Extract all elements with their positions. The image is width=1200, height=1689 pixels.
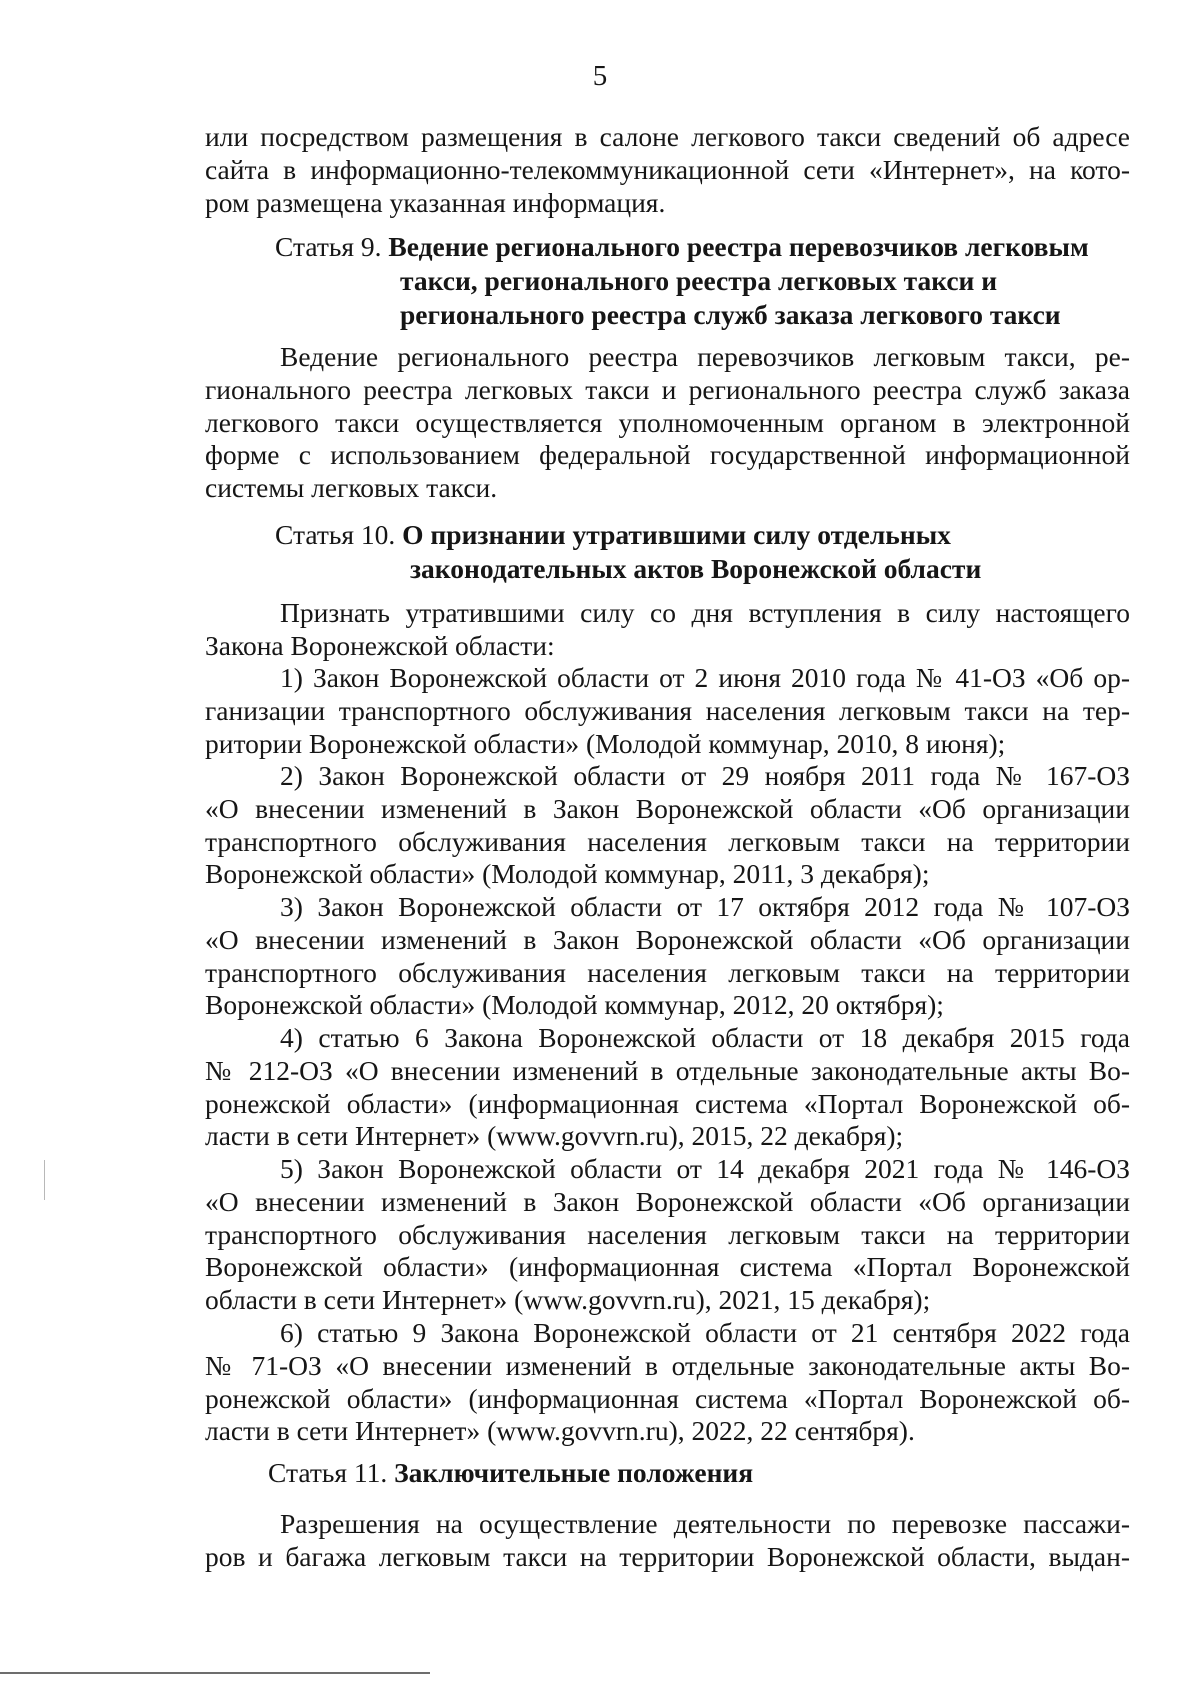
list-item-line: ласти в сети Интернет» (www.govvrn.ru), 2022, 22 сентября). bbox=[205, 1415, 915, 1447]
article9-title-line: регионального реестра служб заказа легкового такси bbox=[400, 299, 1061, 330]
intro-line: или посредством размещения в салоне легкового такси сведений об адресе bbox=[205, 121, 1130, 152]
article11-title: Заключительные положения bbox=[394, 1457, 754, 1488]
article10-heading bbox=[275, 518, 1135, 586]
list-item-line: 6) статью 9 Закона Воронежской области от 21 сентября 2022 года bbox=[280, 1317, 1130, 1348]
list-item-line: транспортного обслуживания населения легковым такси на территории bbox=[205, 825, 1130, 857]
list-item bbox=[205, 891, 1130, 1022]
list-item-line: «О внесении изменений в Закон Воронежской области «Об организации bbox=[205, 792, 1130, 824]
list-item bbox=[205, 760, 1130, 891]
article9-line: системы легковых такси. bbox=[205, 472, 498, 504]
article9-title-line: такси, регионального реестра легковых такси и bbox=[400, 265, 998, 296]
scan-margin-mark bbox=[44, 1160, 45, 1200]
article9-label: Статья 9. bbox=[275, 231, 382, 262]
list-item-line: № 212-ОЗ «О внесении изменений в отдельные законодательные акты Во- bbox=[205, 1054, 1130, 1086]
list-item bbox=[205, 1022, 1130, 1153]
article9-line: Ведение регионального реестра перевозчиков легковым такси, ре- bbox=[280, 341, 1130, 372]
list-item-line: 1) Закон Воронежской области от 2 июня 2010 года № 41-ОЗ «Об ор- bbox=[280, 662, 1130, 693]
intro-line: сайта в информационно-телекоммуникационной сети «Интернет», на кото- bbox=[205, 153, 1130, 185]
list-item-line: транспортного обслуживания населения легковым такси на территории bbox=[205, 956, 1130, 988]
article10-title-line: законодательных актов Воронежской области bbox=[410, 553, 982, 584]
article11-line: Разрешения на осуществление деятельности по перевозке пассажи- bbox=[280, 1508, 1130, 1539]
list-item-line: ронежской области» (информационная система «Портал Воронежской об- bbox=[205, 1382, 1130, 1414]
list-item-line: ганизации транспортного обслуживания населения легковым такси на тер- bbox=[205, 694, 1130, 726]
list-item-line: 4) статью 6 Закона Воронежской области от 18 декабря 2015 года bbox=[280, 1022, 1130, 1053]
list-item-line: ронежской области» (информационная система «Портал Воронежской об- bbox=[205, 1087, 1130, 1119]
list-item-line: № 71-ОЗ «О внесении изменений в отдельные законодательные акты Во- bbox=[205, 1349, 1130, 1381]
article11-label: Статья 11. bbox=[268, 1457, 388, 1488]
article9-paragraph bbox=[205, 341, 1130, 505]
list-item bbox=[205, 1317, 1130, 1448]
list-item-line: транспортного обслуживания населения легковым такси на территории bbox=[205, 1218, 1130, 1250]
bottom-rule bbox=[0, 1672, 430, 1674]
article9-line: легкового такси осуществляется уполномоченным органом в электронной bbox=[205, 406, 1130, 438]
list-item-line: 2) Закон Воронежской области от 29 ноября 2011 года № 167-ОЗ bbox=[280, 760, 1130, 791]
list-item bbox=[205, 1153, 1130, 1317]
article11-line: ров и багажа легковым такси на территории Воронежской области, выдан- bbox=[205, 1540, 1130, 1572]
article11-paragraph bbox=[205, 1508, 1130, 1574]
article10-line: Закона Воронежской области: bbox=[205, 629, 555, 661]
article10-paragraph bbox=[205, 597, 1130, 663]
list-item-line: Воронежской области» (информационная система «Портал Воронежской bbox=[205, 1251, 1130, 1283]
intro-paragraph bbox=[205, 121, 1130, 219]
article9-title-line: Ведение регионального реестра перевозчиков легковым bbox=[388, 231, 1089, 262]
article9-line: гионального реестра легковых такси и регионального реестра служб заказа bbox=[205, 373, 1130, 405]
list-item-line: «О внесении изменений в Закон Воронежской области «Об организации bbox=[205, 1185, 1130, 1217]
list-item-line: 5) Закон Воронежской области от 14 декабря 2021 года № 146-ОЗ bbox=[280, 1153, 1130, 1184]
article10-label: Статья 10. bbox=[275, 519, 396, 550]
article10-line: Признать утратившими силу со дня вступления в силу настоящего bbox=[280, 597, 1130, 628]
list-item bbox=[205, 662, 1130, 760]
list-item-line: ласти в сети Интернет» (www.govvrn.ru), 2015, 22 декабря); bbox=[205, 1120, 904, 1152]
page-number: 5 bbox=[592, 60, 608, 92]
article10-title-line: О признании утратившими силу отдельных bbox=[402, 519, 951, 550]
list-item-line: 3) Закон Воронежской области от 17 октября 2012 года № 107-ОЗ bbox=[280, 891, 1130, 922]
article11-heading bbox=[268, 1456, 1128, 1490]
article9-heading bbox=[275, 230, 1135, 332]
list-item-line: Воронежской области» (Молодой коммунар, 2012, 20 октября); bbox=[205, 989, 944, 1021]
list-item-line: Воронежской области» (Молодой коммунар, 2011, 3 декабря); bbox=[205, 858, 930, 890]
list-item-line: области в сети Интернет» (www.govvrn.ru), 2021, 15 декабря); bbox=[205, 1284, 931, 1316]
list-item-line: «О внесении изменений в Закон Воронежской области «Об организации bbox=[205, 923, 1130, 955]
article9-line: форме с использованием федеральной государственной информационной bbox=[205, 439, 1130, 471]
list-item-line: ритории Воронежской области» (Молодой коммунар, 2010, 8 июня); bbox=[205, 727, 1006, 759]
intro-line: ром размещена указанная информация. bbox=[205, 186, 666, 218]
